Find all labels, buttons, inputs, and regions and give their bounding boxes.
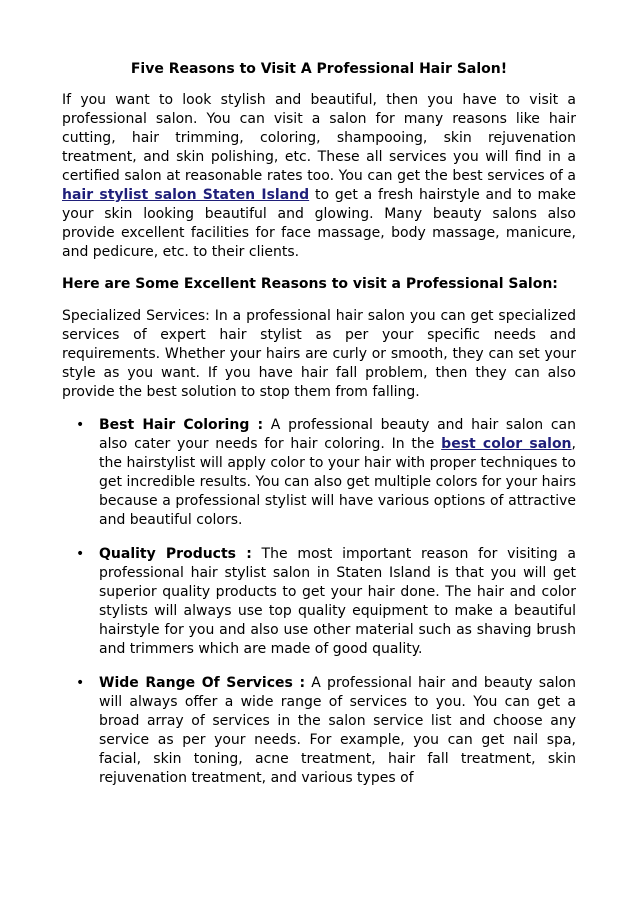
specialized-services-paragraph: Specialized Services: In a professional hair salon you can get specialized services of expert hair stylist as per your specific needs and requirements. Whether your hairs are curly or smooth, they can set your style as you want. If you have hair fall problem, then they can also provide the best solution to stop them from falling. (62, 308, 576, 400)
reason-text: The most important reason for visiting a professional hair stylist salon in Staten Island is that you will get superior quality products to get your hair done. The hair and color stylists will always use top quality equipment to make a beautiful hairstyle for you and also use other material such as shaving brush and trimmers which are made of good quality. (99, 546, 576, 657)
reason-term: Best Hair Coloring : (99, 417, 264, 433)
reason-text-end: , the hairstylist will apply color to your hair with proper techniques to get incredible results. You can also get multiple colors for your hairs because a professional stylist will have various options of attractive and beautiful colors. (99, 436, 576, 528)
hair-stylist-salon-link[interactable]: hair stylist salon Staten Island (62, 187, 310, 203)
list-item-wide-range-of-services (62, 674, 576, 788)
list-item-best-hair-coloring (62, 416, 576, 530)
reason-term: Wide Range Of Services : (99, 675, 306, 691)
best-color-salon-link[interactable]: best color salon (441, 436, 572, 452)
reasons-list (62, 416, 576, 788)
reason-term: Quality Products : (99, 546, 252, 562)
list-item-quality-products (62, 545, 576, 659)
bullet-icon: • (76, 417, 85, 433)
document-title: Five Reasons to Visit A Professional Hair Salon! (130, 61, 508, 77)
document-page (62, 60, 576, 803)
section-heading: Here are Some Excellent Reasons to visit a Professional Salon: (62, 276, 558, 292)
bullet-icon: • (76, 546, 85, 562)
intro-text-start: If you want to look stylish and beautiful, then you have to visit a professional salon. You can visit a salon for many reasons like hair cutting, hair trimming, coloring, shampooing, skin rejuvenation treatment, and skin polishing, etc. These all services you will find in a certified salon at reasonable rates too. You can get the best services of a (62, 92, 576, 184)
intro-paragraph (62, 91, 576, 262)
reason-text-start: A professional beauty and hair salon can also cater your needs for hair coloring. In the (99, 417, 576, 452)
bullet-icon: • (76, 675, 85, 691)
reason-text: A professional hair and beauty salon will always offer a wide range of services to you. You can get a broad array of services in the salon service list and choose any service as per your needs. For example, you can get nail spa, facial, skin toning, acne treatment, hair fall treatment, skin rejuvenation treatment, and various types of (99, 675, 576, 786)
intro-text-end: to get a fresh hairstyle and to make your skin looking beautiful and glowing. Many beauty salons also provide excellent facilities for face massage, body massage, manicure, and pedicure, etc. to their clients. (62, 187, 576, 260)
